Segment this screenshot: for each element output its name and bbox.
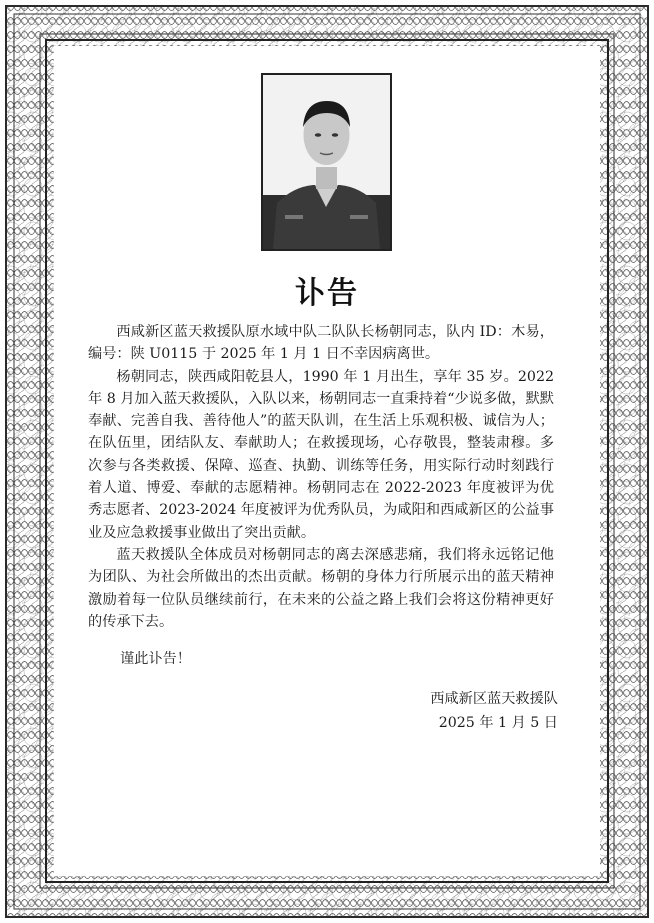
notice-title: 讣告	[295, 276, 359, 311]
notice-paragraph: 杨朝同志，陕西咸阳乾县人，1990 年 1 月出生，享年 35 岁。2022 年 8 月加入蓝天救援队，入队以来，杨朝同志一直秉持着“少说多做，默默奉献、完善自我、善待他人”的蓝天队训，在生活上乐观积极、诚信为人；在队伍里，团结队友、奉献助人；在救援现场，心存敬畏，整装肃穆。多次参与各类救援、保障、巡查、执勤、训练等任务，用实际行动时刻践行着人道、博爱、奉献的志愿精神。杨朝同志在 2022-2023 年度被评为优秀志愿者、2023-2024 年度被评为优秀队员，为咸阳和西咸新区的公益事业及应急救援事业做出了突出贡献。	[88, 368, 554, 541]
notice-body	[88, 321, 554, 633]
notice-paragraph: 蓝天救援队全体成员对杨朝同志的离去深感悲痛，我们将永远铭记他为团队、为社会所做出的杰出贡献。杨朝的身体力行所展示出的蓝天精神激励着每一位队员继续前行，在未来的公益之路上我们会将这份精神更好的传承下去。	[88, 546, 554, 630]
signature-organization: 西咸新区蓝天救援队	[430, 691, 558, 707]
signature-block	[430, 687, 558, 735]
closing-line: 谨此讣告！	[120, 651, 191, 667]
signature-date: 2025 年 1 月 5 日	[438, 715, 558, 731]
portrait-photo	[261, 73, 392, 251]
notice-paragraph: 西咸新区蓝天救援队原水域中队二队队长杨朝同志，队内 ID：木易，编号：陕 U0115 于 2025 年 1 月 1 日不幸因病离世。	[88, 324, 554, 363]
